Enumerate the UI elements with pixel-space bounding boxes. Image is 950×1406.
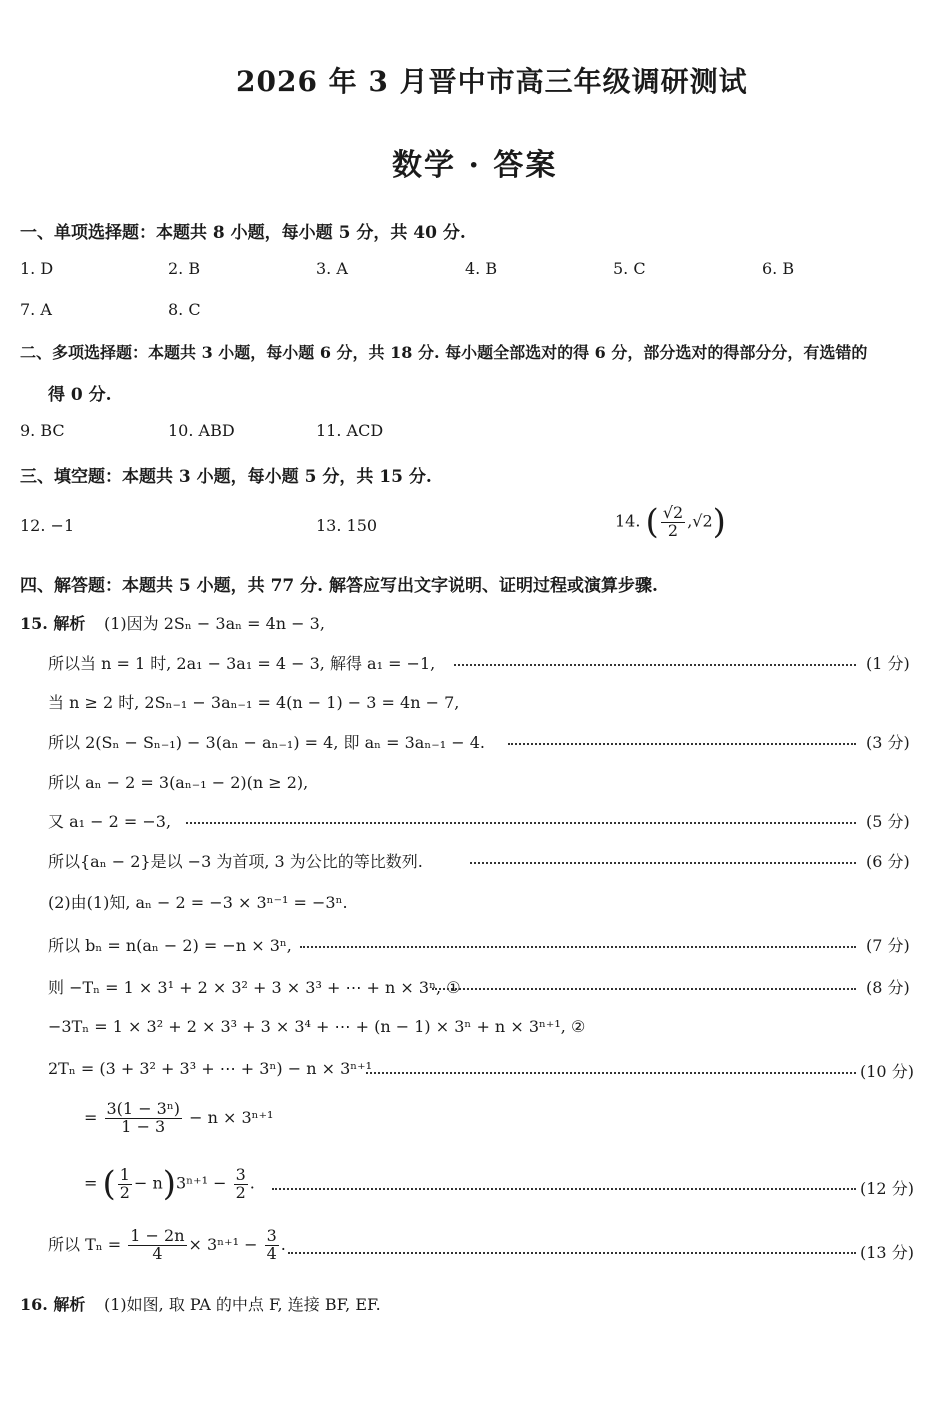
q15-line-9: 所以 bₙ = n(aₙ − 2) = −n × 3ⁿ, xyxy=(48,936,292,955)
fraction-numerator: 1 − 2n xyxy=(130,1226,185,1245)
leader-dots xyxy=(470,862,856,864)
fraction-denominator: 2 xyxy=(235,1182,246,1202)
period: . xyxy=(249,1173,255,1193)
fraction-numerator: 3 xyxy=(235,1164,246,1184)
score-6: (6 分) xyxy=(866,852,910,871)
q15-line-12: 2Tₙ = (3 + 3² + 3³ + ⋯ + 3ⁿ) − n × 3ⁿ⁺¹ xyxy=(48,1059,373,1078)
answer-4: 4. B xyxy=(465,259,498,278)
q15-line-10: 则 −Tₙ = 1 × 3¹ + 2 × 3² + 3 × 3³ + ⋯ + n × 3ⁿ, ① xyxy=(48,978,461,997)
answer-9: 9. BC xyxy=(20,421,65,440)
answer-14 xyxy=(615,502,726,542)
fraction-numerator: 3 xyxy=(266,1226,277,1245)
q15-line-13 xyxy=(84,1101,273,1136)
fraction-a xyxy=(105,1101,183,1136)
answer-6: 6. B xyxy=(762,259,795,278)
answer-1: 1. D xyxy=(20,259,54,278)
left-paren: ( xyxy=(645,502,659,542)
leader-dots xyxy=(186,822,856,824)
section1-header: 一、单项选择题：本题共 8 小题，每小题 5 分，共 40 分. xyxy=(20,223,466,243)
q15-label: 15. 解析 xyxy=(20,614,86,633)
fraction-numerator: 1 xyxy=(119,1164,130,1184)
score-12: (12 分) xyxy=(860,1179,914,1198)
answer-14-fraction xyxy=(661,502,685,540)
q15-line-3: 当 n ≥ 2 时, 2Sₙ₋₁ − 3aₙ₋₁ = 4(n − 1) − 3 = 4n − 7, xyxy=(48,693,460,712)
fraction-e xyxy=(265,1228,279,1263)
q16-label: 16. 解析 xyxy=(20,1295,86,1314)
q15-line-11: −3Tₙ = 1 × 3² + 2 × 3³ + 3 × 3⁴ + ⋯ + (n − 1) × 3ⁿ + n × 3ⁿ⁺¹, ② xyxy=(48,1017,586,1036)
leader-dots xyxy=(366,1072,856,1074)
answer-10: 10. ABD xyxy=(168,421,235,440)
q15-line-15-mid: × 3ⁿ⁺¹ − xyxy=(188,1234,258,1254)
right-paren: ) xyxy=(712,502,726,542)
score-13: (13 分) xyxy=(860,1243,914,1262)
q15-line-8: (2)由(1)知, aₙ − 2 = −3 × 3ⁿ⁻¹ = −3ⁿ. xyxy=(48,893,348,912)
section4-header: 四、解答题：本题共 5 小题，共 77 分. 解答应写出文字说明、证明过程或演算步骤. xyxy=(20,576,658,596)
section2-header-line2: 得 0 分. xyxy=(48,385,112,405)
score-8: (8 分) xyxy=(866,978,910,997)
answer-5: 5. C xyxy=(613,259,646,278)
q15-line-5: 所以 aₙ − 2 = 3(aₙ₋₁ − 2)(n ≥ 2), xyxy=(48,773,309,792)
answer-12: 12. −1 xyxy=(20,516,75,535)
equals-sign: = xyxy=(84,1107,98,1127)
answer-14-label: 14. xyxy=(615,511,641,531)
page-title: 2026 年 3 月晋中市高三年级调研测试 xyxy=(236,65,748,98)
q15-line-1: (1)因为 2Sₙ − 3aₙ = 4n − 3, xyxy=(104,614,325,633)
answer-13: 13. 150 xyxy=(316,516,378,535)
q15-line-13-tail: − n × 3ⁿ⁺¹ xyxy=(189,1107,274,1127)
fraction-denominator: 4 xyxy=(152,1243,163,1263)
equals-sign: = xyxy=(84,1173,98,1193)
fraction-c xyxy=(234,1164,248,1202)
q15-line-15-head: 所以 Tₙ = xyxy=(48,1234,122,1254)
fraction-b xyxy=(118,1164,132,1202)
page-subtitle: 数学 · 答案 xyxy=(392,148,558,183)
leader-dots xyxy=(454,664,856,666)
answer-2: 2. B xyxy=(168,259,201,278)
period: . xyxy=(280,1234,286,1254)
leader-dots xyxy=(288,1252,856,1254)
score-3: (3 分) xyxy=(866,733,910,752)
minus-n: − n xyxy=(133,1173,163,1193)
fraction-numerator: 3(1 − 3ⁿ) xyxy=(106,1099,181,1118)
fraction-d xyxy=(128,1228,186,1263)
q15-line-6: 又 a₁ − 2 = −3, xyxy=(48,812,172,831)
fraction-denominator: 1 − 3 xyxy=(121,1116,166,1136)
fraction-numerator: √2 xyxy=(662,502,684,522)
section2-header-line1: 二、多项选择题：本题共 3 小题，每小题 6 分，共 18 分. 每小题全部选对的得 6 分，部分选对的得部分分，有选错的 xyxy=(20,343,868,362)
answer-11: 11. ACD xyxy=(316,421,384,440)
leader-dots xyxy=(272,1188,856,1190)
q15-line-14 xyxy=(84,1164,255,1204)
q15-line-2: 所以当 n = 1 时, 2a₁ − 3a₁ = 4 − 3, 解得 a₁ = −1, xyxy=(48,654,436,673)
q15-line-4: 所以 2(Sₙ − Sₙ₋₁) − 3(aₙ − aₙ₋₁) = 4, 即 aₙ = 3aₙ₋₁ − 4. xyxy=(48,733,485,752)
leader-dots xyxy=(508,743,856,745)
answer-8: 8. C xyxy=(168,300,201,319)
q15-line-14-mid: 3ⁿ⁺¹ − xyxy=(176,1173,227,1193)
leader-dots xyxy=(432,988,856,990)
score-1: (1 分) xyxy=(866,654,910,673)
score-5: (5 分) xyxy=(866,812,910,831)
score-10: (10 分) xyxy=(860,1062,914,1081)
fraction-denominator: 4 xyxy=(266,1243,277,1263)
q16-line-1: (1)如图, 取 PA 的中点 F, 连接 BF, EF. xyxy=(104,1295,381,1314)
score-7: (7 分) xyxy=(866,936,910,955)
q15-line-15 xyxy=(48,1228,286,1263)
answer-3: 3. A xyxy=(316,259,348,278)
answer-7: 7. A xyxy=(20,300,52,319)
answer-14-tail: ,√2 xyxy=(687,511,713,531)
q15-line-7: 所以{aₙ − 2}是以 −3 为首项, 3 为公比的等比数列. xyxy=(48,852,423,871)
left-paren: ( xyxy=(102,1164,116,1204)
section3-header: 三、填空题：本题共 3 小题，每小题 5 分，共 15 分. xyxy=(20,467,432,487)
fraction-denominator: 2 xyxy=(667,520,679,540)
leader-dots xyxy=(300,946,856,948)
fraction-denominator: 2 xyxy=(119,1182,130,1202)
right-paren: ) xyxy=(162,1164,177,1204)
